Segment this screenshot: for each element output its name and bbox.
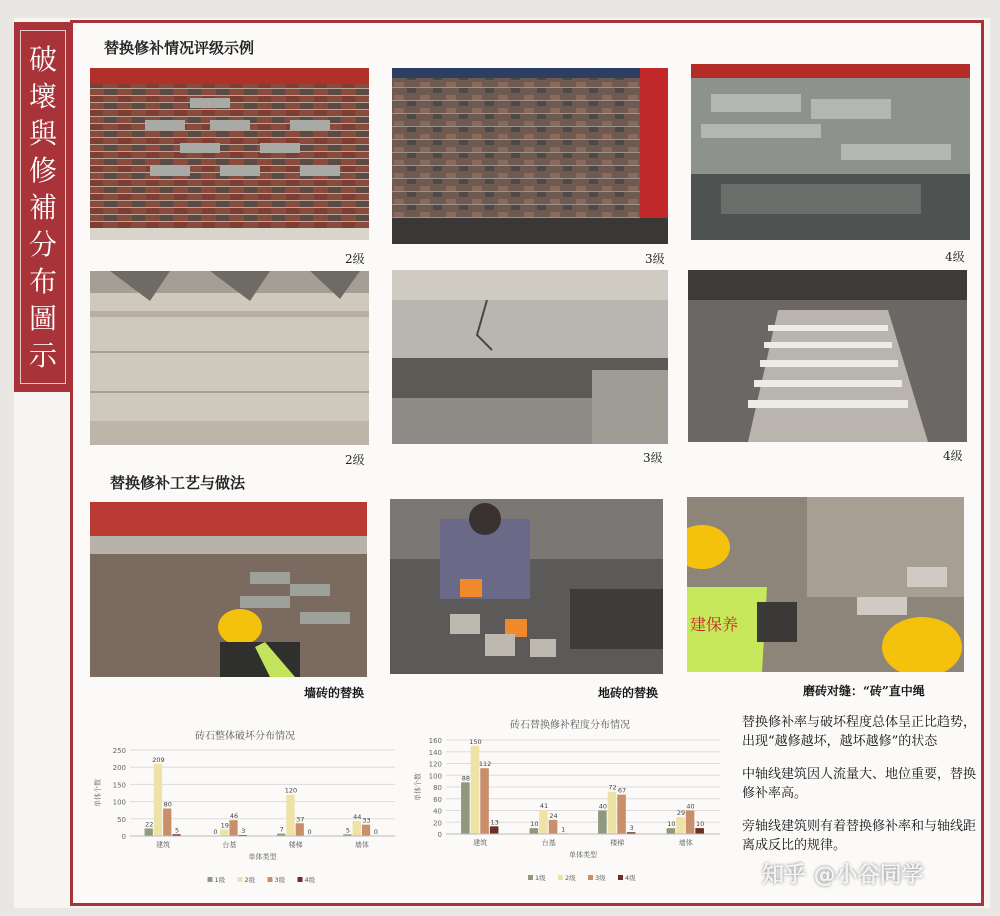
y-tick-label: 50 bbox=[117, 815, 126, 824]
bar bbox=[539, 810, 548, 834]
data-label: 150 bbox=[469, 737, 482, 746]
data-label: 3 bbox=[241, 826, 246, 835]
sidebar-char: 破 bbox=[28, 42, 57, 76]
y-tick-label: 40 bbox=[433, 807, 442, 816]
data-label: 209 bbox=[152, 756, 165, 765]
x-axis-label: 单体类型 bbox=[248, 853, 277, 861]
y-tick-label: 160 bbox=[428, 737, 442, 745]
y-tick-label: 250 bbox=[112, 747, 126, 755]
x-category-label: 楼梯 bbox=[288, 841, 303, 849]
data-label: 120 bbox=[284, 786, 298, 795]
section-title-craft: 替换修补工艺与做法 bbox=[110, 474, 246, 492]
chart1-title: 砖石整体破坏分布情况 bbox=[195, 731, 295, 742]
bar bbox=[617, 795, 626, 834]
grade-label: 3级 bbox=[645, 252, 665, 266]
bar bbox=[362, 825, 370, 836]
data-label: 112 bbox=[478, 760, 492, 769]
sidebar-title-panel bbox=[14, 22, 72, 392]
bar bbox=[549, 820, 558, 834]
legend-label: 3级 bbox=[274, 876, 286, 884]
watermark: 知乎 @小谷同学 bbox=[762, 863, 924, 888]
analysis-notes bbox=[742, 713, 977, 869]
legend-swatch bbox=[268, 877, 273, 882]
data-label: 24 bbox=[549, 811, 558, 820]
photo-floor-brick-replacement bbox=[390, 499, 663, 674]
y-tick-label: 60 bbox=[433, 795, 442, 804]
legend-label: 2级 bbox=[565, 874, 576, 882]
photo-wall-grade3 bbox=[392, 68, 668, 244]
data-label: 7 bbox=[279, 825, 284, 834]
damage-distribution-chart bbox=[90, 740, 410, 890]
data-label: 0 bbox=[213, 828, 218, 836]
x-category-label: 墙体 bbox=[678, 839, 693, 847]
bar bbox=[461, 782, 470, 834]
y-tick-label: 100 bbox=[428, 772, 442, 781]
data-label: 10 bbox=[667, 820, 676, 829]
legend-swatch bbox=[618, 875, 623, 880]
sidebar-title bbox=[20, 30, 66, 384]
sidebar-char: 圖 bbox=[28, 301, 57, 335]
sidebar-char: 修 bbox=[28, 153, 57, 187]
y-axis-label: 单体个数 bbox=[414, 773, 422, 801]
bar bbox=[296, 823, 304, 836]
photo-stone-grade2 bbox=[90, 271, 369, 445]
photo-wall-grade2 bbox=[90, 68, 369, 240]
bar bbox=[471, 746, 480, 834]
legend-label: 4级 bbox=[304, 876, 316, 884]
y-tick-label: 20 bbox=[433, 819, 442, 828]
x-category-label: 建筑 bbox=[156, 841, 171, 849]
legend-swatch bbox=[528, 875, 533, 880]
data-label: 37 bbox=[296, 815, 305, 824]
data-label: 67 bbox=[617, 786, 627, 795]
bar bbox=[695, 828, 704, 834]
data-label: 44 bbox=[353, 812, 362, 821]
sidebar-char: 布 bbox=[28, 264, 57, 298]
data-label: 72 bbox=[608, 783, 617, 792]
sidebar-char: 示 bbox=[28, 338, 57, 372]
photo-wall-brick-replacement bbox=[90, 502, 367, 677]
data-label: 0 bbox=[373, 828, 378, 836]
repair-distribution-chart bbox=[410, 730, 730, 890]
x-category-label: 台基 bbox=[222, 841, 237, 849]
bar bbox=[676, 817, 685, 834]
y-tick-label: 0 bbox=[437, 831, 442, 839]
bar bbox=[530, 828, 539, 834]
legend-label: 3级 bbox=[595, 874, 606, 882]
photo-stone-grade3 bbox=[392, 270, 668, 444]
y-tick-label: 80 bbox=[433, 784, 442, 792]
data-label: 41 bbox=[539, 801, 549, 810]
data-label: 80 bbox=[163, 800, 172, 809]
y-tick-label: 150 bbox=[112, 781, 126, 790]
note-item: 旁轴线建筑则有着替换修补率和与轴线距离成反比的规律。 bbox=[742, 819, 977, 853]
data-label: 0 bbox=[307, 828, 312, 836]
data-label: 1 bbox=[561, 825, 566, 834]
y-tick-label: 200 bbox=[112, 764, 126, 773]
bar bbox=[154, 764, 162, 836]
bar bbox=[145, 828, 153, 836]
x-category-label: 台基 bbox=[541, 839, 556, 847]
data-label: 46 bbox=[229, 812, 239, 821]
bar bbox=[598, 811, 607, 835]
data-label: 5 bbox=[345, 826, 351, 835]
legend-swatch bbox=[238, 877, 243, 882]
sidebar-char: 分 bbox=[28, 227, 57, 261]
chart2-title: 砖石替换修补程度分布情况 bbox=[510, 720, 630, 731]
y-tick-label: 100 bbox=[112, 798, 126, 807]
data-label: 10 bbox=[695, 820, 705, 829]
data-label: 40 bbox=[598, 802, 608, 811]
bar bbox=[220, 829, 228, 836]
legend-label: 4级 bbox=[625, 874, 636, 882]
legend-swatch bbox=[558, 875, 563, 880]
photo-wall-grade4 bbox=[691, 64, 970, 240]
y-tick-label: 0 bbox=[121, 833, 126, 841]
bar bbox=[353, 821, 361, 836]
note-item: 替换修补率与破坏程度总体呈正比趋势，出现“越修越坏，越坏越修”的状态 bbox=[742, 715, 977, 749]
legend-label: 1级 bbox=[535, 874, 546, 882]
bar bbox=[229, 820, 237, 836]
caption-floor-brick: 地砖的替换 bbox=[598, 686, 659, 700]
caption-brick-grinding: 磨砖对缝：“砖”直中绳 bbox=[803, 684, 925, 698]
grade-label: 2级 bbox=[345, 252, 365, 266]
bar bbox=[667, 828, 676, 834]
bar bbox=[686, 811, 695, 835]
sidebar-char: 與 bbox=[28, 116, 57, 150]
data-label: 10 bbox=[530, 820, 539, 829]
vest-text: 建保养 bbox=[690, 615, 739, 634]
data-label: 19 bbox=[220, 821, 229, 830]
data-label: 22 bbox=[145, 820, 154, 829]
data-label: 88 bbox=[461, 774, 471, 783]
legend-label: 1级 bbox=[214, 876, 226, 884]
section-title-rating: 替换修补情况评级示例 bbox=[104, 39, 255, 57]
note-item: 中轴线建筑因人流量大、地位重要，替换修补率高。 bbox=[742, 767, 977, 801]
bar bbox=[286, 795, 294, 836]
sidebar-char: 壞 bbox=[28, 79, 57, 113]
y-tick-label: 120 bbox=[428, 760, 442, 769]
legend-swatch bbox=[588, 875, 593, 880]
caption-wall-brick: 墙砖的替换 bbox=[304, 686, 365, 700]
x-axis-label: 单体类型 bbox=[569, 851, 597, 859]
data-label: 3 bbox=[629, 824, 634, 833]
grade-label: 4级 bbox=[943, 449, 963, 463]
legend-swatch bbox=[208, 877, 213, 882]
grade-label: 3级 bbox=[643, 451, 663, 465]
bar bbox=[608, 792, 617, 834]
bar bbox=[163, 808, 171, 836]
legend-swatch bbox=[298, 877, 303, 882]
bar bbox=[480, 768, 489, 834]
data-label: 13 bbox=[490, 818, 499, 827]
photo-brick-grinding bbox=[687, 497, 964, 672]
y-axis-label: 单体个数 bbox=[94, 779, 102, 807]
data-label: 33 bbox=[362, 816, 371, 825]
x-category-label: 楼梯 bbox=[610, 839, 625, 847]
bar bbox=[490, 826, 499, 834]
y-tick-label: 140 bbox=[428, 748, 442, 757]
grade-label: 2级 bbox=[345, 453, 365, 467]
sidebar-char: 補 bbox=[28, 190, 57, 224]
data-label: 29 bbox=[676, 808, 686, 817]
grade-label: 4级 bbox=[945, 250, 965, 264]
x-category-label: 墙体 bbox=[354, 841, 369, 849]
photo-steps-grade4 bbox=[688, 270, 967, 442]
x-category-label: 建筑 bbox=[473, 839, 488, 847]
data-label: 40 bbox=[686, 802, 695, 811]
data-label: 5 bbox=[174, 826, 180, 835]
legend-label: 2级 bbox=[244, 876, 256, 884]
